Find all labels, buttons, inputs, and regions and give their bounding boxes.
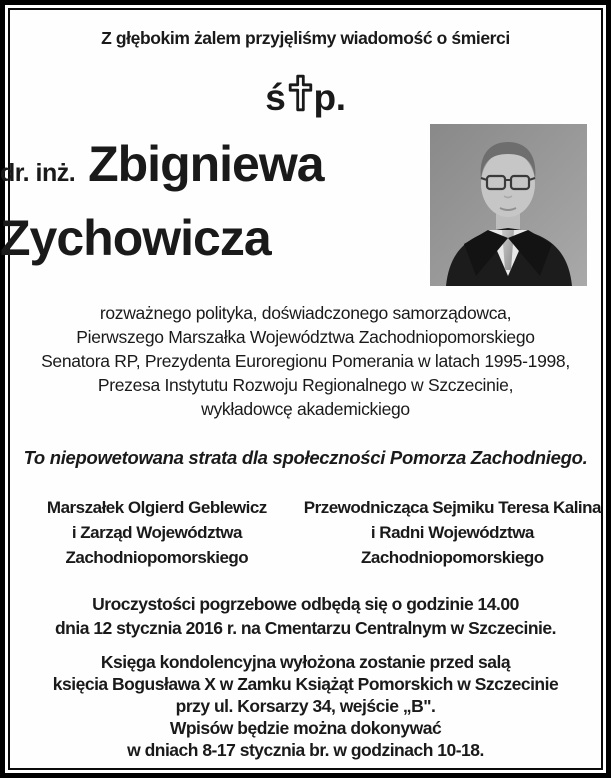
condolence-book-info (10, 651, 601, 761)
biography-line: Prezesa Instytutu Rozwoju Regionalnego w Szczecinie, (97, 375, 514, 395)
signatory-line: i Radni Województwa (370, 523, 534, 542)
intro-line: Z głębokim żalem przyjęliśmy wiadomość o śmierci (101, 28, 510, 48)
academic-title: dr. inż. (0, 159, 76, 187)
condolence-line: Księga kondolencyjna wyłożona zostanie przed salą (100, 652, 511, 672)
signatory-line: i Zarząd Województwa (71, 523, 242, 542)
sp-abbreviation (10, 74, 601, 121)
signatory-right (304, 495, 601, 570)
sp-prefix: ś (265, 77, 286, 118)
biography-line: rozważnego polityka, doświadczonego samorządowca, (99, 303, 512, 323)
funeral-line: Uroczystości pogrzebowe odbędą się o godzinie 14.00 (92, 594, 519, 614)
sp-suffix: p. (313, 77, 346, 118)
biography-line: Pierwszego Marszałka Województwa Zachodniopomorskiego (76, 327, 535, 347)
condolence-line: przy ul. Korsarzy 34, wejście „B". (175, 696, 436, 716)
condolence-line: Wpisów będzie można dokonywać (169, 718, 442, 738)
funeral-line: dnia 12 stycznia 2016 r. na Cmentarzu Centralnym w Szczecinie. (54, 618, 556, 638)
latin-cross-icon (288, 74, 313, 112)
signatory-line: Przewodnicząca Sejmiku Teresa Kalina (303, 498, 601, 517)
tribute-line: To niepowetowana strata dla społeczności Pomorza Zachodniego. (23, 447, 588, 468)
last-name: Zychowicza (0, 210, 271, 266)
first-name: Zbigniewa (88, 136, 324, 192)
portrait-illustration (430, 124, 587, 286)
biography-line: wykładowcę akademickiego (201, 399, 410, 419)
portrait-photo (430, 124, 587, 286)
condolence-line: księcia Bogusława X w Zamku Książąt Pomorskich w Szczecinie (52, 674, 559, 694)
biography-line: Senatora RP, Prezydenta Euroregionu Pomerania w latach 1995-1998, (41, 351, 570, 371)
condolence-line: w dniach 8-17 stycznia br. w godzinach 10-18. (127, 740, 484, 760)
signatory-line: Zachodniopomorskiego (65, 548, 249, 567)
funeral-info (10, 592, 601, 640)
biography-paragraph (10, 301, 601, 421)
signatory-line: Zachodniopomorskiego (361, 548, 544, 567)
signatory-line: Marszałek Olgierd Geblewicz (46, 498, 267, 517)
signatory-left (10, 495, 304, 570)
signatories (10, 495, 601, 570)
